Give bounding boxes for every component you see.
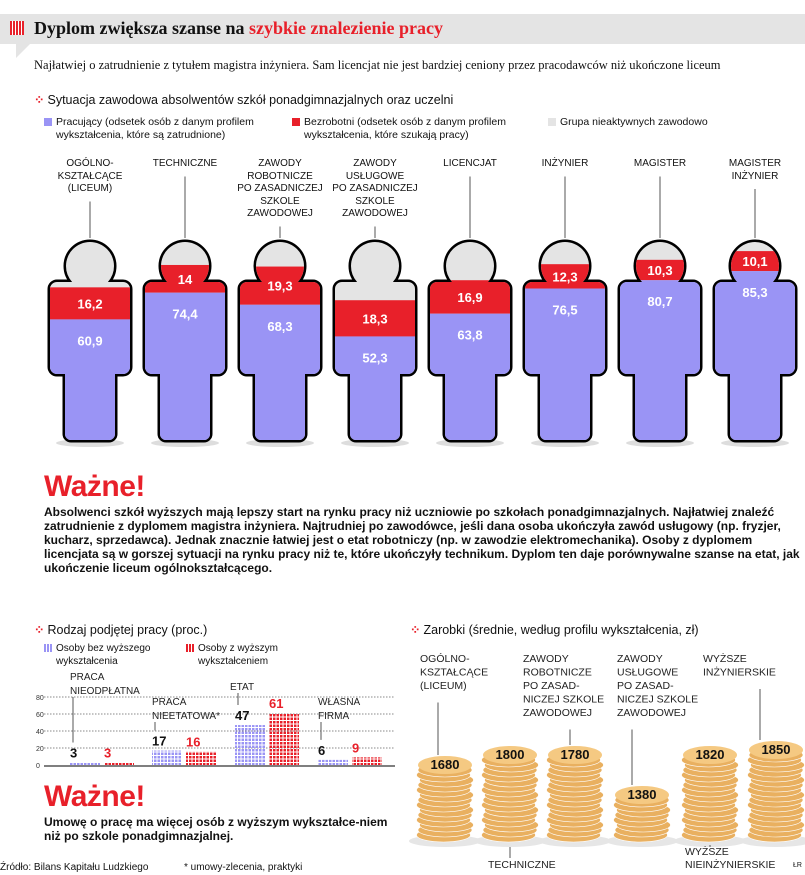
category-label: OGÓLNO- (420, 653, 470, 665)
category-label: USŁUGOWE (617, 666, 679, 679)
important2-heading: Ważne! (44, 780, 145, 813)
bullet-icon: ⁘ (410, 623, 421, 637)
coin-stack (740, 741, 805, 847)
category-label: ZAWODOWEJ (617, 707, 687, 719)
employed-value: 80,7 (647, 294, 673, 310)
category-label: NICZEJ SZKOLE (617, 693, 699, 706)
earnings-chart (400, 640, 805, 875)
section2-title-text: Rodzaj podjętej pracy (proc.) (47, 623, 208, 637)
category-label: NIEETATOWA* (152, 711, 220, 722)
figure-label: OGÓLNO- KSZTAŁCĄCE (LICEUM) (57, 158, 123, 194)
employed-value: 52,3 (362, 350, 388, 366)
job-type-chart (0, 665, 400, 775)
y-tick-label: 80 (36, 695, 44, 702)
legend-label: Osoby bez wyższego wykształcenia (56, 643, 151, 667)
category-label: FIRMA (318, 711, 350, 722)
category-label: ZAWODY (523, 653, 569, 665)
section1-title (34, 92, 453, 107)
person-figure (520, 237, 610, 447)
footnote: * umowy-zlecenia, praktyki (184, 862, 303, 873)
bar-value: 9 (352, 740, 360, 756)
legend-swatch-inactive (548, 118, 556, 126)
bar-value: 3 (70, 745, 78, 761)
employed-value: 68,3 (267, 318, 293, 334)
employed-value: 85,3 (742, 285, 768, 301)
title-part1: Dyplom zwiększa szanse na (34, 18, 249, 38)
coin-stack (674, 746, 746, 847)
bar-value: 47 (235, 708, 250, 724)
pictogram-chart (0, 150, 805, 460)
coin-stack (606, 786, 678, 847)
person-figure (615, 237, 705, 447)
employed-value: 76,5 (552, 302, 578, 318)
section2-title (34, 622, 207, 637)
section1-title-text: Sytuacja zawodowa absolwentów szkół ponadgimnazjalnych oraz uczelni (47, 93, 454, 107)
figure-fill (330, 237, 420, 445)
bar-higher-ed (269, 713, 299, 765)
legend-label: Grupa nieaktywnych zawodowo (560, 116, 708, 128)
legend-swatch-employed (44, 118, 52, 126)
legend-unemployed (292, 116, 522, 142)
grid-logo-icon (10, 21, 24, 35)
y-tick-label: 0 (36, 763, 40, 770)
category-label: PO ZASAD- (523, 680, 580, 692)
category-label: ZAWODOWEJ (523, 707, 593, 719)
bar-value: 17 (152, 733, 167, 749)
unemployed-value: 10,1 (742, 254, 768, 270)
earnings-value: 1780 (560, 747, 590, 762)
employed-value: 63,8 (457, 327, 483, 343)
y-tick-label: 60 (36, 712, 44, 719)
legend-label: Osoby z wyższym wykształceniem (198, 643, 279, 667)
employed-value: 60,9 (77, 333, 103, 349)
figure-fill (235, 237, 325, 445)
legend-swatch (186, 644, 194, 652)
bar-value: 3 (104, 745, 112, 761)
section3-title (410, 622, 699, 637)
bar-no-higher-ed (318, 760, 348, 765)
person-figure (140, 237, 230, 447)
earnings-value: 1680 (430, 757, 460, 772)
section3-title-text: Zarobki (średnie, według profilu wykształcenia, zł) (423, 623, 699, 637)
legend-swatch-unemployed (292, 118, 300, 126)
bar-higher-ed (104, 762, 134, 765)
source-note: Źródło: Bilans Kapitału Ludzkiego (0, 862, 149, 873)
coin-stack (474, 746, 546, 847)
unemployed-value: 18,3 (362, 311, 388, 327)
figure-label: ZAWODY ROBOTNICZE PO ZASADNICZEJ SZKOLE ZAWODOWEJ (237, 158, 323, 219)
bar-no-higher-ed (235, 725, 265, 765)
figure-label: ZAWODY USŁUGOWE PO ZASADNICZEJ SZKOLE ZAWODOWEJ (332, 158, 418, 219)
person-figure (710, 237, 800, 447)
figure-label: MAGISTER INŻYNIER (728, 158, 782, 182)
category-label: NIEINŻYNIERSKIE (685, 859, 776, 871)
category-label: TECHNICZNE (488, 859, 556, 871)
important2-text: Umowę o pracę ma więcej osób z wyższym wykształce-niem niż po szkole ponadgimnazjalnej. (44, 815, 388, 843)
category-label: NICZEJ SZKOLE (523, 693, 605, 706)
category-label: ROBOTNICZE (523, 666, 592, 679)
category-label: WYŻSZE (685, 846, 729, 858)
category-label: INŻYNIERSKIE (703, 666, 776, 679)
person-figure (45, 237, 135, 447)
coin-stack (539, 746, 611, 847)
legend-label: Pracujący (odsetek osób z danym profilem wykształcenia, które są zatrudnione) (56, 116, 254, 141)
header-tail (16, 44, 30, 58)
legend-label: Bezrobotni (odsetek osób z danym profilem wykształcenia, które szukają pracy) (304, 116, 506, 141)
category-label: NIEODPŁATNA (70, 686, 140, 697)
category-label: ETAT (230, 682, 255, 693)
earnings-value: 1380 (627, 787, 657, 802)
category-label: WŁASNA (318, 697, 361, 708)
bar-no-higher-ed (70, 762, 100, 765)
bullet-icon: ⁘ (34, 623, 45, 637)
bar-value: 16 (186, 734, 201, 750)
bar-value: 6 (318, 742, 326, 758)
page-title (34, 18, 443, 39)
category-label: (LICEUM) (420, 680, 467, 692)
figure-fill (520, 237, 610, 445)
figure-label: LICENCJAT (443, 158, 497, 169)
figure-label: INŻYNIER (541, 158, 589, 169)
bar-higher-ed (352, 757, 382, 765)
category-label: KSZTAŁCĄCE (420, 666, 489, 679)
unemployed-value: 16,2 (77, 296, 103, 312)
unemployed-value: 12,3 (552, 269, 578, 285)
earnings-value: 1800 (495, 747, 525, 762)
category-label: WYŻSZE (703, 653, 747, 665)
bar-value: 61 (269, 696, 284, 712)
important1-heading: Ważne! (44, 470, 145, 503)
credit: ŁR (793, 862, 802, 869)
legend-swatch (44, 644, 52, 652)
legend-employed (44, 116, 264, 142)
person-figure (235, 237, 325, 447)
unemployed-value: 14 (177, 271, 193, 287)
person-figure (425, 237, 515, 447)
category-label: PO ZASAD- (617, 680, 674, 692)
y-tick-label: 40 (36, 729, 44, 736)
category-label: PRACA (152, 697, 187, 708)
y-tick-label: 20 (36, 746, 44, 753)
important1-text: Absolwenci szkół wyższych mają lepszy start na rynku pracy niż uczniowie po szkołach ponadgimnazjalnych. Najłatwiej znaleźć zatrudnienie z dyplomem magistra inżyniera. Najtrudniej po zawodówce, jeśli dana osoba ukończyła zawód usługowy (np. fryzjer, kucharz, sprzedawca). Jednak znacznie łatwiej jest o etat robotniczy (np. w zawodzie elektromechanika). Osoby z dyplomem licencjata są w gorszej sytuacji na rynku pracy niż te, które ukończyły technikum. Dyplom ten daje porównywalne szanse na etat, jak ukończenie liceum ogólnokształcącego. (44, 505, 800, 575)
figure-label: MAGISTER (633, 158, 687, 169)
category-label: ZAWODY (617, 653, 663, 665)
figure-fill (140, 237, 230, 445)
employed-value: 74,4 (172, 306, 198, 322)
person-figure (330, 237, 420, 447)
bullet-icon: ⁘ (34, 93, 45, 107)
earnings-value: 1820 (695, 747, 725, 762)
subtitle: Najłatwiej o zatrudnienie z tytułem magistra inżyniera. Sam licencjat nie jest bardziej ceniony przez pracodawców niż ukończone liceum (34, 58, 721, 72)
coin-stack (409, 756, 481, 847)
unemployed-value: 19,3 (267, 278, 293, 294)
unemployed-value: 10,3 (647, 263, 673, 279)
category-label: PRACA (70, 672, 105, 683)
legend-inactive (548, 116, 778, 129)
earnings-value: 1850 (761, 742, 791, 757)
figure-label: TECHNICZNE (152, 158, 218, 169)
bar-no-higher-ed (152, 751, 182, 765)
title-part2: szybkie znalezienie pracy (249, 18, 443, 38)
bar-higher-ed (186, 751, 216, 765)
unemployed-value: 16,9 (457, 289, 483, 305)
